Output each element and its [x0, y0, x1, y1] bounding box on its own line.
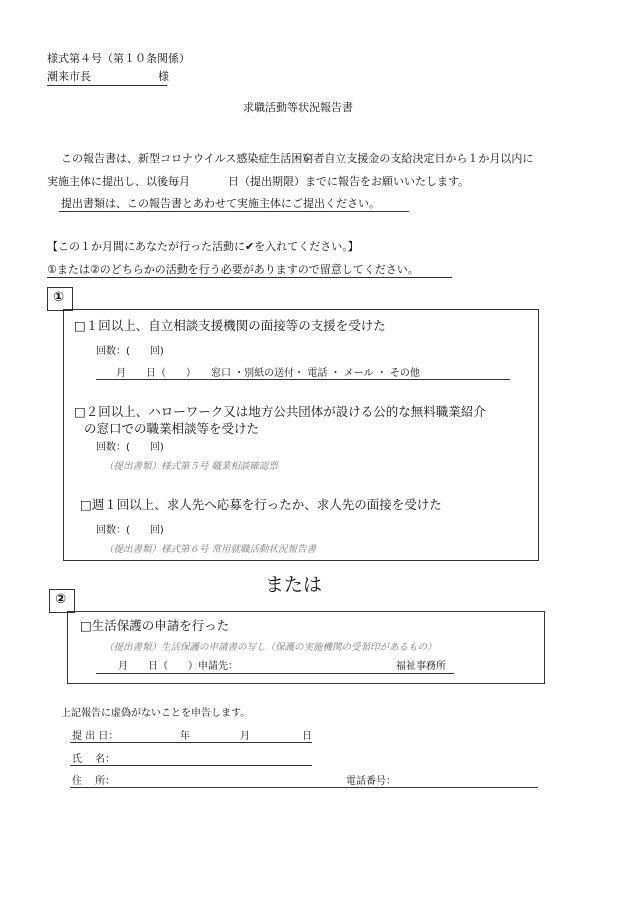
section-1-label: ① [53, 290, 65, 305]
intro-line-1: この報告書は、新型コロナウイルス感染症生活困窮者自立支援金の支給決定日から１か月以内に [61, 152, 534, 165]
section-2-date-underline [96, 673, 454, 674]
section-2-label-box [49, 589, 75, 613]
section-1-label-box [47, 287, 73, 311]
address-label: 住 所： [72, 776, 116, 787]
addressee-underline [47, 85, 167, 86]
item-2-count: 回数：( 回) [96, 442, 164, 453]
submission-year: 年 [180, 731, 190, 742]
section-2-note: （提出書類）生活保護の申請書の写し（保護の実施機関の受領印があるもの） [104, 642, 437, 653]
item-1-checkbox-text[interactable]: □１回以上、自立相談支援機関の面接等の支援を受けた [74, 318, 386, 333]
submission-day: 日 [302, 731, 312, 742]
item-2-checkbox-text[interactable]: □２回以上、ハローワーク又は地方公共団体が設ける公的な無料職業紹介 [74, 404, 486, 419]
declaration-statement: 上記報告に虚偽がないことを申告します。 [61, 708, 251, 719]
or-label: または [265, 574, 323, 596]
item-3-count: 回数：( 回) [96, 525, 164, 536]
intro-line-3: 提出書類は、この報告書とあわせて実施主体にご提出ください。 [61, 197, 380, 210]
form-number: 様式第４号（第１０条関係） [47, 52, 190, 65]
section-2-label: ② [55, 592, 67, 607]
intro-line-2a: 実施主体に提出し、以後毎月 [47, 175, 190, 188]
item-3-note: （提出書類）様式第６号 常用就職活動状況報告書 [104, 544, 317, 555]
submission-month: 月 [240, 731, 250, 742]
instruction-line-2-underline [47, 277, 452, 278]
item-2-text-continued: の窓口での職業相談等を受けた [84, 421, 260, 436]
item-1-detail-underline [96, 379, 510, 380]
item-3-checkbox-text[interactable]: □週１回以上、求人先へ応募を行ったか、求人先の面接を受けた [80, 497, 442, 512]
submission-date-label: 提 出 日： [72, 731, 119, 742]
instruction-line-2: ①または②のどちらかの活動を行う必要がありますので留意してください。 [47, 263, 419, 276]
phone-label: 電話番号： [346, 776, 396, 787]
intro-line-3-underline [59, 211, 409, 212]
item-1-count: 回数：( 回) [96, 346, 164, 357]
section-2-date-line: 月 日（ ）申請先： [118, 661, 238, 672]
document-title: 求職活動等状況報告書 [243, 101, 353, 114]
intro-line-2b: 日（提出期限）までに報告をお願いいたします。 [228, 175, 470, 188]
section-2-office: 福祉事務所 [396, 661, 446, 672]
address-field-underline[interactable] [70, 787, 538, 788]
addressee: 潮来市長 [47, 70, 91, 83]
instruction-line-1: 【この１か月間にあなたが行った活動に✔を入れてください。】 [47, 240, 359, 253]
addressee-honorific: 様 [158, 70, 169, 83]
item-2-note: （提出書類）様式第５号 職業相談確認票 [104, 461, 279, 472]
section-2-checkbox-text[interactable]: □生活保護の申請を行った [80, 618, 230, 633]
submission-date-underline[interactable] [70, 742, 312, 743]
item-1-detail: 月 日（ ） 窓口 ・別紙の送付・ 電話 ・ メール ・ その他 [116, 368, 420, 379]
name-field-underline[interactable] [70, 765, 312, 766]
name-label: 氏 名： [72, 754, 116, 765]
